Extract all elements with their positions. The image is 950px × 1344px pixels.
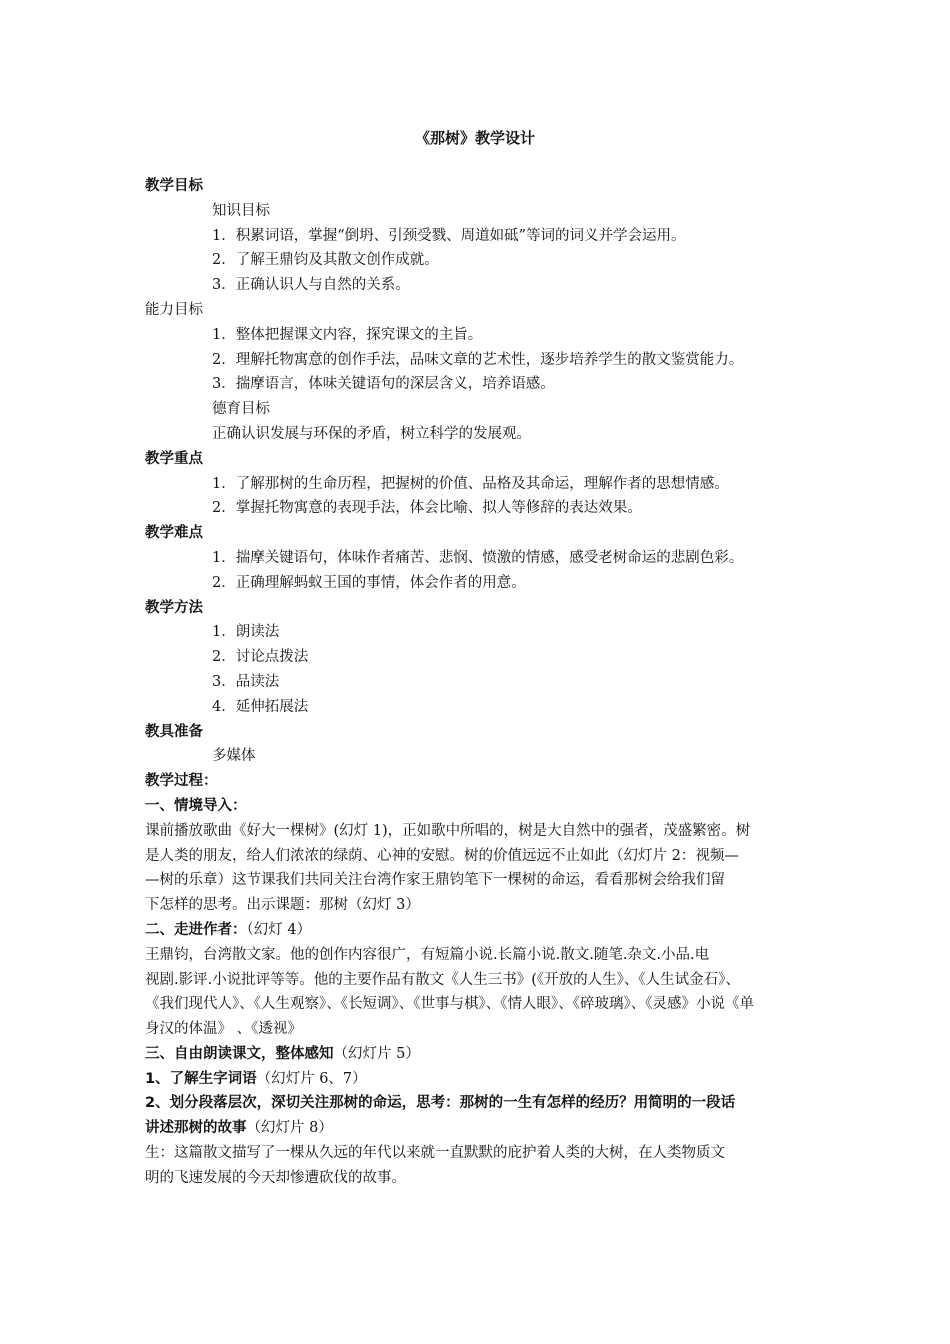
knowledge-goal-item: 2．了解王鼎钧及其散文创作成就。	[212, 252, 439, 269]
step-structure-line2	[145, 1116, 815, 1141]
section-author-paragraph	[145, 943, 815, 1042]
knowledge-goal-item: 1．积累词语，掌握“倒坍、引颈受戮、周道如砥”等词的词义并学会运用。	[212, 227, 686, 244]
step-vocabulary-note: （幻灯片 6、7）	[256, 1070, 367, 1087]
step-structure-heading-cont: 讲述那树的故事	[145, 1120, 247, 1137]
step-vocabulary-line	[145, 1067, 815, 1092]
paragraph-line: 是人类的朋友，给人们浓浓的绿荫、心神的安慰。树的价值远远不止如此（幻灯片 2：视频—	[145, 847, 739, 864]
paragraph-line: 生：这篇散文描写了一棵从久远的年代以来就一直默默的庇护着人类的大树，在人类物质文	[145, 1145, 725, 1162]
section-author-note: （幻灯 4）	[246, 921, 312, 938]
paragraph-line: 身汉的体温》 、《透视》	[145, 1021, 302, 1038]
tools-text: 多媒体	[212, 748, 256, 765]
tools-heading: 教具准备	[145, 723, 203, 740]
difficulty-item: 1．揣摩关键语句，体味作者痛苦、悲悯、愤激的情感，感受老树命运的悲剧色彩。	[212, 549, 744, 566]
goals-heading: 教学目标	[145, 178, 203, 194]
paragraph-line: 下怎样的思考。出示课题：那树（幻灯 3）	[145, 897, 420, 914]
section-reading-heading-line	[145, 1042, 815, 1067]
key-point-item: 2．掌握托物寓意的表现手法，体会比喻、拟人等修辞的表达效果。	[212, 500, 642, 517]
method-item: 1．朗读法	[212, 624, 280, 641]
ability-goals-label: 能力目标	[145, 301, 203, 318]
document-body	[145, 174, 815, 1191]
paragraph-line: 视剧.影评.小说批评等等。他的主要作品有散文《人生三书》(《开放的人生》、《人生试金石》、	[145, 971, 740, 988]
paragraph-line: —树的乐章）这节课我们共同关注台湾作家王鼎钧笔下一棵树的命运，看看那树会给我们留	[145, 872, 725, 889]
section-intro-paragraph	[145, 819, 815, 918]
section-intro-heading: 一、情境导入：	[145, 797, 247, 814]
moral-goal-text: 正确认识发展与环保的矛盾，树立科学的发展观。	[212, 425, 531, 442]
method-item: 4．延伸拓展法	[212, 698, 309, 715]
key-points-heading: 教学重点	[145, 450, 203, 467]
step-vocabulary-heading: 1、了解生字词语	[145, 1070, 257, 1087]
knowledge-goal-item: 3．正确认识人与自然的关系。	[212, 277, 410, 294]
section-reading-heading: 三、自由朗读课文，整体感知	[145, 1045, 334, 1062]
knowledge-goals-label: 知识目标	[212, 202, 270, 219]
method-item: 3．品读法	[212, 673, 280, 690]
step-structure-heading: 2、划分段落层次，深切关注那树的命运，思考：那树的一生有怎样的经历？用简明的一段话	[145, 1095, 736, 1112]
ability-goal-item: 1．整体把握课文内容，探究课文的主旨。	[212, 326, 483, 343]
step-structure-note: （幻灯片 8）	[246, 1120, 333, 1137]
ability-goal-item: 2．理解托物寓意的创作手法，品味文章的艺术性，逐步培养学生的散文鉴赏能力。	[212, 351, 744, 368]
key-point-item: 1．了解那树的生命历程，把握树的价值、品格及其命运，理解作者的思想情感。	[212, 475, 729, 492]
difficulty-item: 2．正确理解蚂蚁王国的事情，体会作者的用意。	[212, 574, 526, 591]
paragraph-line: 明的飞速发展的今天却惨遭砍伐的故事。	[145, 1169, 406, 1186]
moral-goals-label: 德育目标	[212, 401, 270, 418]
methods-heading: 教学方法	[145, 599, 203, 616]
ability-goal-item: 3．揣摩语言，体味关键语句的深层含义，培养语感。	[212, 376, 555, 393]
paragraph-line: 《我们现代人》、《人生观察》、《长短调》、《世事与棋》、《情人眼》、《碎玻璃》、《灵感》小说《单	[145, 996, 754, 1013]
section-author-heading-line	[145, 918, 815, 943]
paragraph-line: 王鼎钧，台湾散文家。他的创作内容很广，有短篇小说.长篇小说.散文.随笔.杂文.小品.电	[145, 946, 710, 963]
difficulties-heading: 教学难点	[145, 525, 203, 542]
section-author-heading: 二、走进作者：	[145, 921, 247, 938]
paragraph-line: 课前播放歌曲《好大一棵树》(幻灯 1)，正如歌中所唱的，树是大自然中的强者，茂盛繁密。树	[145, 822, 751, 839]
document-title: 《那树》教学设计	[414, 129, 535, 147]
student-answer-paragraph	[145, 1141, 815, 1191]
section-reading-note: （幻灯片 5）	[333, 1045, 420, 1062]
process-heading: 教学过程：	[145, 773, 218, 790]
method-item: 2．讨论点拨法	[212, 649, 309, 666]
